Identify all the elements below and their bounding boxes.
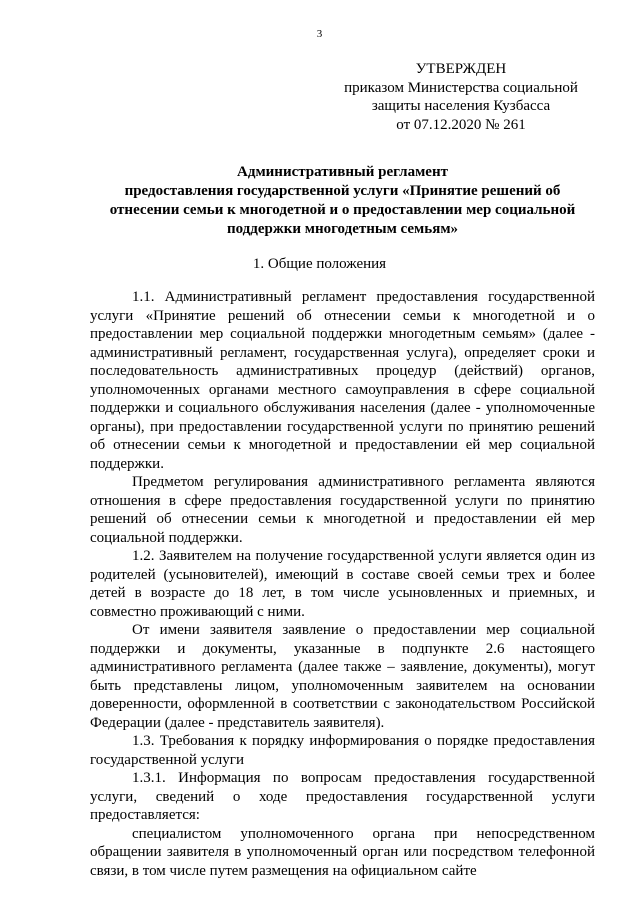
title-line-4: поддержки многодетным семьям» [226, 221, 459, 237]
title-line-3: отнесении семьи к многодетной и о предоставлении мер социальной [109, 202, 576, 218]
page-number: 3 [316, 28, 323, 40]
paragraph-1-3-1: 1.3.1. Информация по вопросам предоставления государственной услуги, сведений о ходе предоставления государственной услуги предоставляется: [90, 770, 595, 823]
approval-line-ministry: защиты населения Кузбасса [371, 98, 551, 115]
approval-line-approved: УТВЕРЖДЕН [415, 61, 507, 77]
paragraph-1-2: 1.2. Заявителем на получение государственной услуги является один из родителей (усыновителей), имеющий в составе своей семьи трех и более детей в возрасте до 18 лет, в том числе усыновленных и приемных, и совместно проживающий с ними. [90, 548, 595, 620]
document-body [90, 288, 595, 880]
approval-stamp-block [335, 60, 587, 134]
paragraph-specialist: специалистом уполномоченного органа при непосредственном обращении заявителя в уполномоченный орган или посредством телефонной связи, в том числе путем размещения на официальном сайте [90, 825, 595, 879]
paragraph-representative: От имени заявителя заявление о предоставлении мер социальной поддержки и документы, указанные в подпункте 2.6 настоящего административного регламента (далее также – заявление, документы), могут быть представлены лицом, уполномоченным заявителем на основании доверенности, оформленной в соответствии с законодательством Российской Федерации (далее - представитель заявителя). [90, 622, 595, 731]
section-heading: 1. Общие положения [252, 256, 387, 272]
approval-line-order: приказом Министерства социальной [344, 79, 578, 96]
approval-line-date: от 07.12.2020 № 261 [396, 116, 526, 133]
paragraph-subject: Предметом регулирования административного регламента являются отношения в сфере предоставления государственной услуги по принятию решений об отнесении семьи к многодетной и предоставлении ей мер социальной поддержки. [90, 474, 595, 546]
paragraph-1-3: 1.3. Требования к порядку информирования о порядке предоставления государственной услуги [90, 733, 595, 768]
document-title [95, 163, 590, 239]
paragraph-1-1: 1.1. Административный регламент предоставления государственной услуги «Принятие решений об отнесении семьи к многодетной и о предоставлении мер социальной поддержки многодетным семьям» (далее - административный регламент, государственная услуга), определяет сроки и последовательность административных процедур (действий) органов, уполномоченных органами местного самоуправления в сфере социальной поддержки и социального обслуживания населения (далее - уполномоченные органы), при предоставлении государственной услуги по принятию решений об отнесении семьи к многодетной и предоставлении ей мер социальной поддержки. [90, 289, 595, 472]
title-line-2: предоставления государственной услуги «Принятие решений об [124, 183, 561, 199]
title-line-1: Административный регламент [237, 164, 448, 180]
